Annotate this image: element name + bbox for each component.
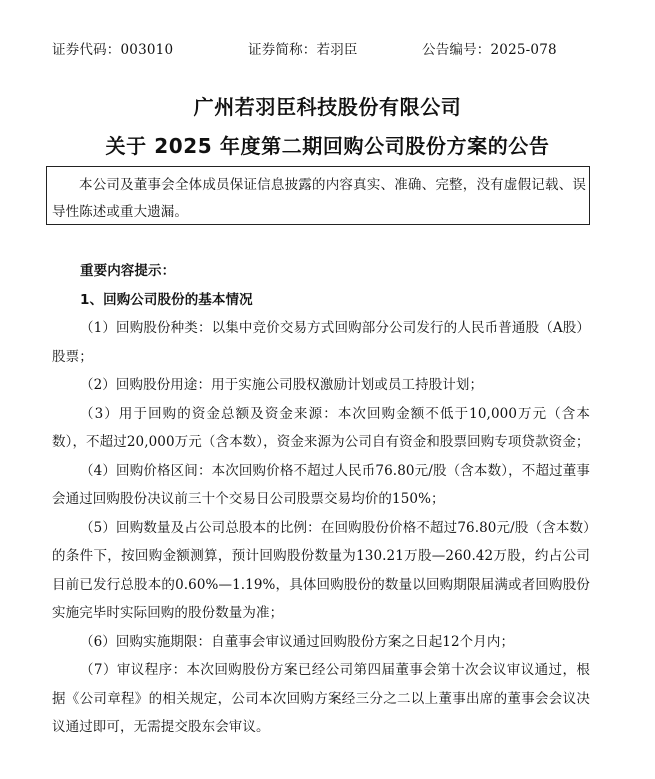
main-content <box>52 257 590 742</box>
company-title: 广州若羽臣科技股份有限公司 <box>193 95 462 119</box>
stock-code: 证券代码：003010 <box>52 42 174 58</box>
item-quantity: （5）回购数量及占公司总股本的比例：在回购股份价格不超过76.80元/股（含本数）的条件下，按回购金额测算，预计回购股份数量为130.21万股—260.42万股，约占公司目前已发行总股本的0.60%—1.19%，具体回购股份的数量以回购期限届满或者回购股份实施完毕时实际回购的股份数量为准； <box>52 519 590 621</box>
item-price-range: （4）回购价格区间：本次回购价格不超过人民币76.80元/股（含本数），不超过董事会通过回购股份决议前三十个交易日公司股票交易均价的150%； <box>52 462 590 507</box>
item-purpose: （2）回购股份用途：用于实施公司股权激励计划或员工持股计划； <box>80 377 484 393</box>
announcement-number: 公告编号：2025-078 <box>422 42 557 58</box>
item-share-type: （1）回购股份种类：以集中竞价交易方式回购部分公司发行的人民币普通股（A股）股票； <box>52 320 590 365</box>
item-procedure: （7）审议程序：本次回购股份方案已经公司第四届董事会第十次会议审议通过，根据《公司章程》的相关规定，公司本次回购方案经三分之二以上董事出席的董事会会议决议通过即可，无需提交股东会审议。 <box>52 662 590 735</box>
item-funding: （3）用于回购的资金总额及资金来源：本次回购金额不低于10,000万元（含本数），不超过20,000万元（含本数），资金来源为公司自有资金和股票回购专项贷款资金； <box>52 405 590 450</box>
item-period: （6）回购实施期限：自董事会审议通过回购股份方案之日起12个月内； <box>80 633 515 650</box>
summary-heading: 重要内容提示： <box>80 263 176 279</box>
stock-abbreviation: 证券简称：若羽臣 <box>248 42 358 58</box>
disclosure-notice-text: 本公司及董事会全体成员保证信息披露的内容真实、准确、完整，没有虚假记载、误导性陈述或重大遗漏。 <box>52 177 586 220</box>
section-heading: 1、回购公司股份的基本情况 <box>80 291 253 308</box>
disclosure-notice-box <box>46 166 590 225</box>
announcement-title: 关于 2025 年度第二期回购公司股份方案的公告 <box>105 134 550 158</box>
